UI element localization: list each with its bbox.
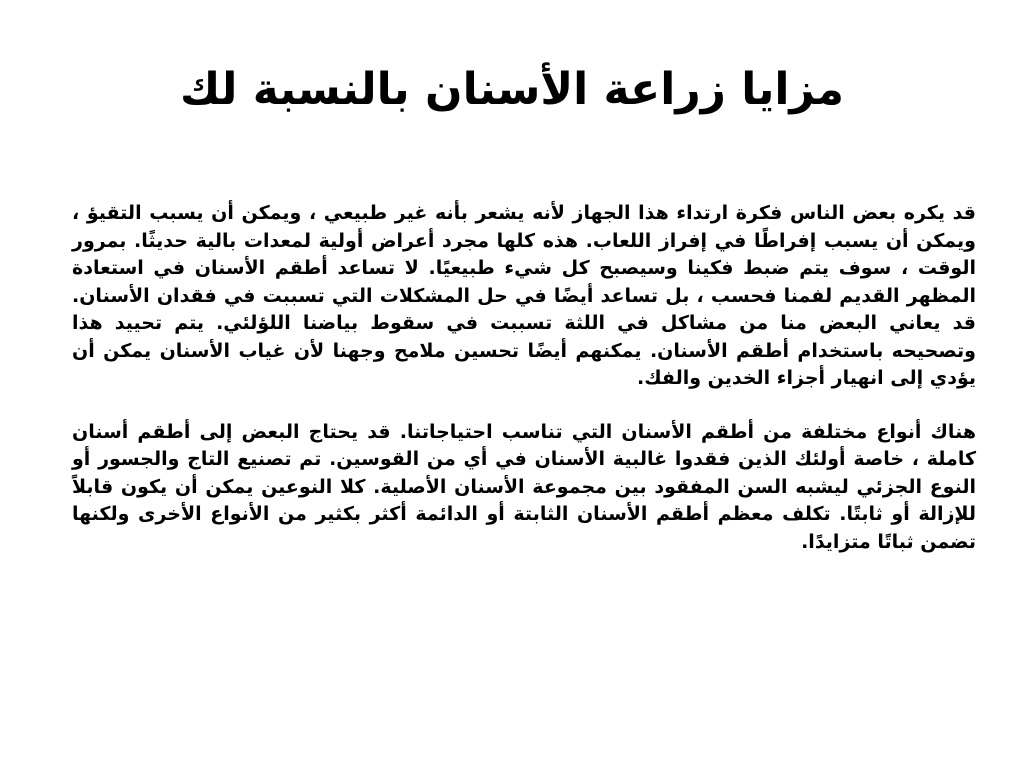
slide-title: مزايا زراعة الأسنان بالنسبة لك [179,64,845,115]
slide-body [72,200,976,582]
paragraph-dentures-adjustment: قد يكره بعض الناس فكرة ارتداء هذا الجهاز لأنه يشعر بأنه غير طبيعي ، ويمكن أن يسبب التقيؤ ، ويمكن أن يسبب إفراطًا في إفراز اللعاب. هذه كلها مجرد أعراض أولية لمعدات بالية حديثًا. بمرور الوقت ، سوف يتم ضبط فكينا وسيصبح كل شيء طبيعيًا. لا تساعد أطقم الأسنان في استعادة المظهر القديم لفمنا فحسب ، بل تساعد أيضًا في حل المشكلات التي تسببت في فقدان الأسنان. قد يعاني البعض منا من مشاكل في اللثة تسببت في سقوط بياضنا اللؤلئي. يتم تحييد هذا وتصحيحه باستخدام أطقم الأسنان. يمكنهم أيضًا تحسين ملامح وجهنا لأن غياب الأسنان يمكن أن يؤدي إلى انهيار أجزاء الخدين والفك. [72,202,976,389]
paragraph-denture-types: هناك أنواع مختلفة من أطقم الأسنان التي تناسب احتياجاتنا. قد يحتاج البعض إلى أطقم أسنان كاملة ، خاصة أولئك الذين فقدوا غالبية الأسنان في أي من القوسين. تم تصنيع التاج والجسور أو النوع الجزئي ليشبه السن المفقود بين مجموعة الأسنان الأصلية. كلا النوعين يمكن أن يكون قابلاً للإزالة أو ثابتًا. تكلف معظم أطقم الأسنان الثابتة أو الدائمة أكثر بكثير من الأنواع الأخرى ولكنها تضمن ثباتًا متزايدًا. [72,420,976,553]
